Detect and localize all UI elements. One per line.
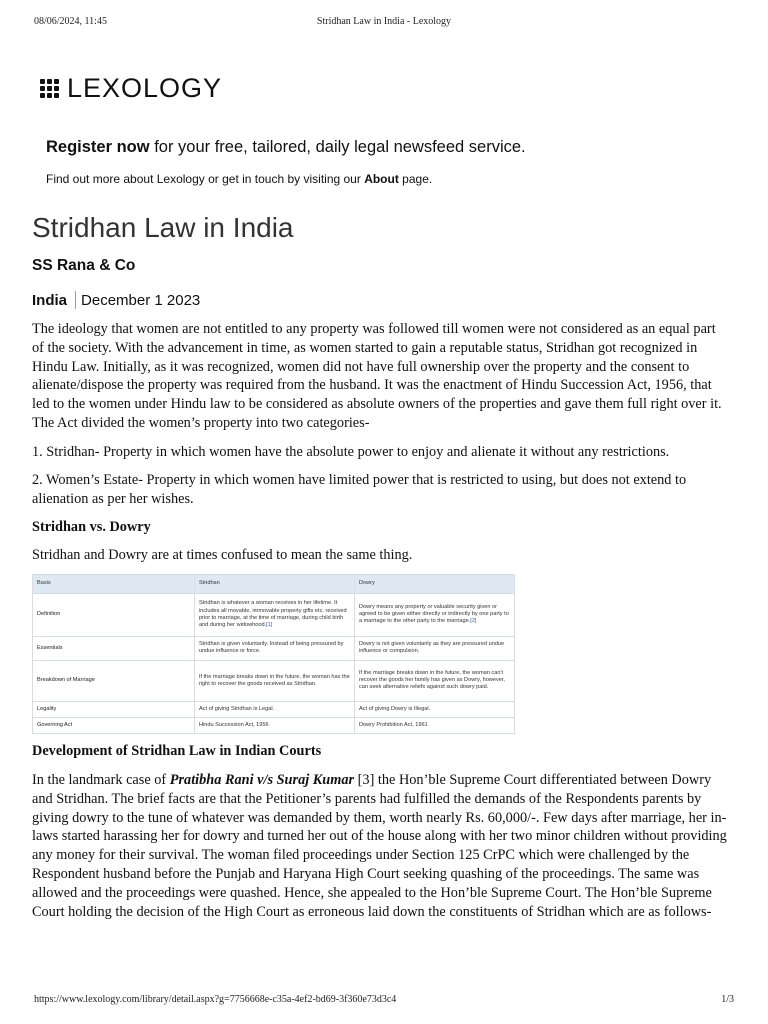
register-banner-text: for your free, tailored, daily legal newsfeed service. [149,138,526,156]
paragraph-pratibha-rani [32,771,728,921]
print-page-title: Stridhan Law in India - Lexology [316,16,452,27]
table-cell-basis: Definition [33,594,195,637]
about-link[interactable]: About [364,172,399,186]
table-header-dowry: Dowry [354,575,514,594]
meta-divider [75,291,76,309]
find-out-text: Find out more about Lexology or get in touch by visiting our [46,172,365,186]
table-cell-dowry [354,594,514,637]
print-url: https://www.lexology.com/library/detail.aspx?g=7756668e-c35a-4ef2-bd69-3f360e73d3c4 [34,994,397,1005]
paragraph-text-rest: [3] the Hon’ble Supreme Court differentiated between Dowry and Stridhan. The brief facts are that the Petitioner’s parents had fulfilled the demands of the Respondents parents by giving dowry to the tune of whatever was demanded by them, worth nearly Rs. 60,000/-. Few days after marriage, her in-laws started harassing her for dowry and turned her out of the house along with her two minor children without providing any money for their survival. The woman filed proceedings under Section 125 CrPC which were challenged by the Respondent husband before the Punjab and Haryana High Court seeking quashing of the proceedings. The same was allowed and the proceedings were quashed. Hence, she appealed to the Hon’ble Supreme Court. The Hon’ble Supreme Court holding the decision of the High Court as erroneous laid down the constituents of Stridhan which are as follows- [32,772,727,920]
table-row [33,701,515,717]
table-cell-dowry: If the marriage breaks down in the future, the woman can't recover the goods her family has given as Dowry, however, can seek alternative reliefs against such dowry paid. [354,660,514,701]
case-name: Pratibha Rani v/s Suraj Kumar [169,772,355,788]
jurisdiction-link[interactable]: India [32,291,68,309]
author-firm-link[interactable]: SS Rana & Co [32,257,136,274]
print-footer [34,994,734,1010]
paragraph-stridhan-definition: 1. Stridhan- Property in which women have the absolute power to enjoy and alienate it without any restrictions. [32,444,670,460]
print-header [34,14,734,30]
table-cell-basis: Breakdown of Marriage [33,660,195,701]
footnote-link-1[interactable]: [1] [266,622,273,628]
paragraph-text: In the landmark case of [32,772,170,788]
table-cell-stridhan: Stridhan is given voluntarily. Instead of being pressured by undue influence or force. [194,636,354,660]
lexology-dot-grid-icon [40,79,59,98]
table-cell-basis: Essentials [33,636,195,660]
table-header-stridhan: Stridhan [194,575,354,594]
table-cell-dowry: Dowry is not given voluntarily as they are pressured undue influence or compulsion. [354,636,514,660]
paragraph-intro: The ideology that women are not entitled to any property was followed till women were not considered as an equal part of the society. With the advancement in time, as women started to gain a reputable status, Stridhan got recognized in Hindu Law. Initially, as it was recognized, women did not have full ownership over the property and the consent to alienate/dispose the property was required from the husband. It was the enactment of Hindu Succession Act, 1956, that led to the women under Hindu law to be considered as absolute owners of the properties and gave them full right over it. The Act divided the women’s property into two categories- [32,321,722,431]
cell-text: Stridhan is whatever a woman receives in her lifetime. It includes all movable, immovable property gifts etc. received prior to marriage, at the time of marriage, during child birth and during her widowhood. [198,600,347,628]
table-cell-stridhan: Hindu Succession Act, 1956 [194,717,354,733]
paragraph-confusion: Stridhan and Dowry are at times confused to mean the same thing. [32,547,413,563]
register-now-link[interactable]: Register now [46,138,150,156]
table-cell-stridhan [194,594,354,637]
article-title: Stridhan Law in India [32,212,294,243]
table-header-row [33,575,515,594]
cell-text: Dowry means any property or valuable security given or agreed to be given either directly or indirectly by one party to a marriage to the other party to the marriage. [358,603,509,625]
table-cell-dowry: Dowry Prohibition Act, 1961 [354,717,514,733]
find-out-text-end: page. [398,172,433,186]
footnote-link-2[interactable]: [2] [470,618,477,625]
table-cell-dowry: Act of giving Dowry is Illegal. [354,701,514,717]
table-row [33,594,515,637]
table-header-basis: Basis [33,575,195,594]
table-cell-stridhan: If the marriage breaks down in the future, the woman has the right to recover the goods received as Stridhan. [194,660,354,701]
register-banner [46,138,728,157]
heading-development-courts: Development of Stridhan Law in Indian Courts [32,743,322,759]
publish-date: December 1 2023 [81,291,201,309]
heading-stridhan-vs-dowry: Stridhan vs. Dowry [32,519,151,535]
find-out-more [46,172,728,186]
table-cell-stridhan: Act of giving Stridhan is Legal. [194,701,354,717]
print-datetime: 08/06/2024, 11:45 [34,16,107,27]
table-row [33,660,515,701]
stridhan-dowry-table [32,574,515,734]
paragraph-womens-estate: 2. Women’s Estate- Property in which women have limited power that is restricted to using, but does not extend to alienation as per her wishes. [32,472,687,507]
table-row [33,636,515,660]
table-row [33,717,515,733]
table-cell-basis: Legality [33,701,195,717]
print-page-number: 1/3 [721,994,734,1005]
table-cell-basis: Governing Act [33,717,195,733]
logo-text: LEXOLOGY [67,72,223,103]
article-meta [32,291,200,309]
lexology-logo[interactable] [40,74,222,102]
